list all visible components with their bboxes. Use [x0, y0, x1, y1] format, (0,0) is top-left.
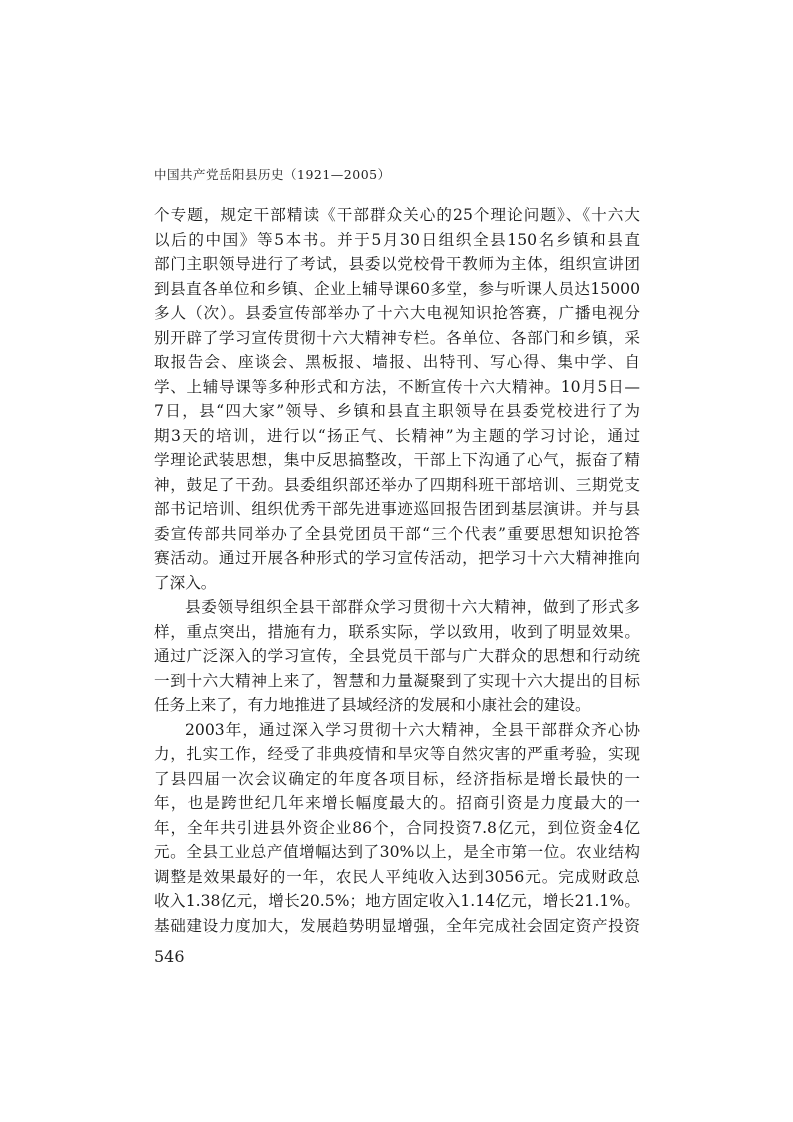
text-line: 个专题，规定干部精读《干部群众关心的25个理论问题》、《十六大 — [154, 206, 640, 224]
text-line: 学理论武装思想，集中反思搞整改，干部上下沟通了心气，振奋了精 — [154, 451, 640, 469]
text-line: 多人（次）。县委宣传部举办了十六大电视知识抢答赛，广播电视分 — [154, 304, 640, 322]
text-line: 委宣传部共同举办了全县党团员干部“三个代表”重要思想知识抢答 — [154, 524, 640, 543]
text-line: 学、上辅导课等多种形式和方法，不断宣传十六大精神。10月5日— — [154, 377, 640, 396]
text-line: 了县四届一次会议确定的年度各项目标，经济指标是增长最快的一 — [154, 769, 640, 788]
text-line: 了深入。 — [154, 573, 217, 592]
page-number: 546 — [154, 947, 185, 966]
text-line: 年，也是跨世纪几年来增长幅度最大的。招商引资是力度最大的一 — [154, 794, 640, 812]
text-line: 神，鼓足了干劲。县委组织部还举办了四期科班干部培训、三期党支 — [154, 475, 640, 494]
text-line: 基础建设力度加大，发展趋势明显增强，全年完成社会固定资产投资 — [154, 916, 640, 935]
running-header: 中国共产党岳阳县历史（1921—2005） — [154, 167, 391, 182]
text-line: 到县直各单位和乡镇、企业上辅导课60多堂，参与听课人员达15000 — [154, 279, 640, 298]
text-line: 取报告会、座谈会、黑板报、墙报、出特刊、写心得、集中学、自 — [154, 353, 640, 371]
body-text — [154, 203, 640, 938]
paragraph-1 — [154, 203, 640, 595]
text-line: 任务上来了，有力地推进了县域经济的发展和小康社会的建设。 — [154, 696, 591, 714]
text-line: 力，扎实工作，经受了非典疫情和旱灾等自然灾害的严重考验，实现 — [154, 745, 640, 763]
text-line: 部书记培训、组织优秀干部先进事迹巡回报告团到基层演讲。并与县 — [154, 500, 640, 518]
text-line: 2003年，通过深入学习贯彻十六大精神，全县干部群众齐心协 — [185, 720, 640, 739]
text-line: 别开辟了学习宣传贯彻十六大精神专栏。各单位、各部门和乡镇，采 — [154, 328, 640, 347]
text-line: 元。全县工业总产值增幅达到了30%以上，是全市第一位。农业结构 — [154, 843, 640, 861]
text-line: 年，全年共引进县外资企业86个，合同投资7.8亿元，到位资金4亿 — [154, 818, 640, 837]
text-line: 通过广泛深入的学习宣传，全县党员干部与广大群众的思想和行动统 — [154, 647, 640, 665]
text-line: 一到十六大精神上来了，智慧和力量凝聚到了实现十六大提出的目标 — [154, 671, 640, 690]
text-line: 期3天的培训，进行以“扬正气、长精神”为主题的学习讨论，通过 — [154, 426, 640, 445]
text-line: 以后的中国》等5本书。并于5月30日组织全县150名乡镇和县直 — [154, 230, 640, 249]
text-line: 收入1.38亿元，增长20.5%；地方固定收入1.14亿元，增长21.1%。 — [154, 892, 640, 910]
text-line: 样，重点突出，措施有力，联系实际，学以致用，收到了明显效果。 — [154, 622, 640, 641]
text-line: 调整是效果最好的一年，农民人平纯收入达到3056元。完成财政总 — [154, 867, 640, 886]
paragraph-2 — [154, 595, 640, 718]
text-line: 赛活动。通过开展各种形式的学习宣传活动，把学习十六大精神推向 — [154, 549, 640, 567]
text-line: 部门主职领导进行了考试，县委以党校骨干教师为主体，组织宣讲团 — [154, 255, 640, 273]
text-line: 7日，县“四大家”领导、乡镇和县直主职领导在县委党校进行了为 — [154, 402, 640, 420]
text-line: 县委领导组织全县干部群众学习贯彻十六大精神，做到了形式多 — [185, 598, 640, 616]
paragraph-3 — [154, 718, 640, 939]
